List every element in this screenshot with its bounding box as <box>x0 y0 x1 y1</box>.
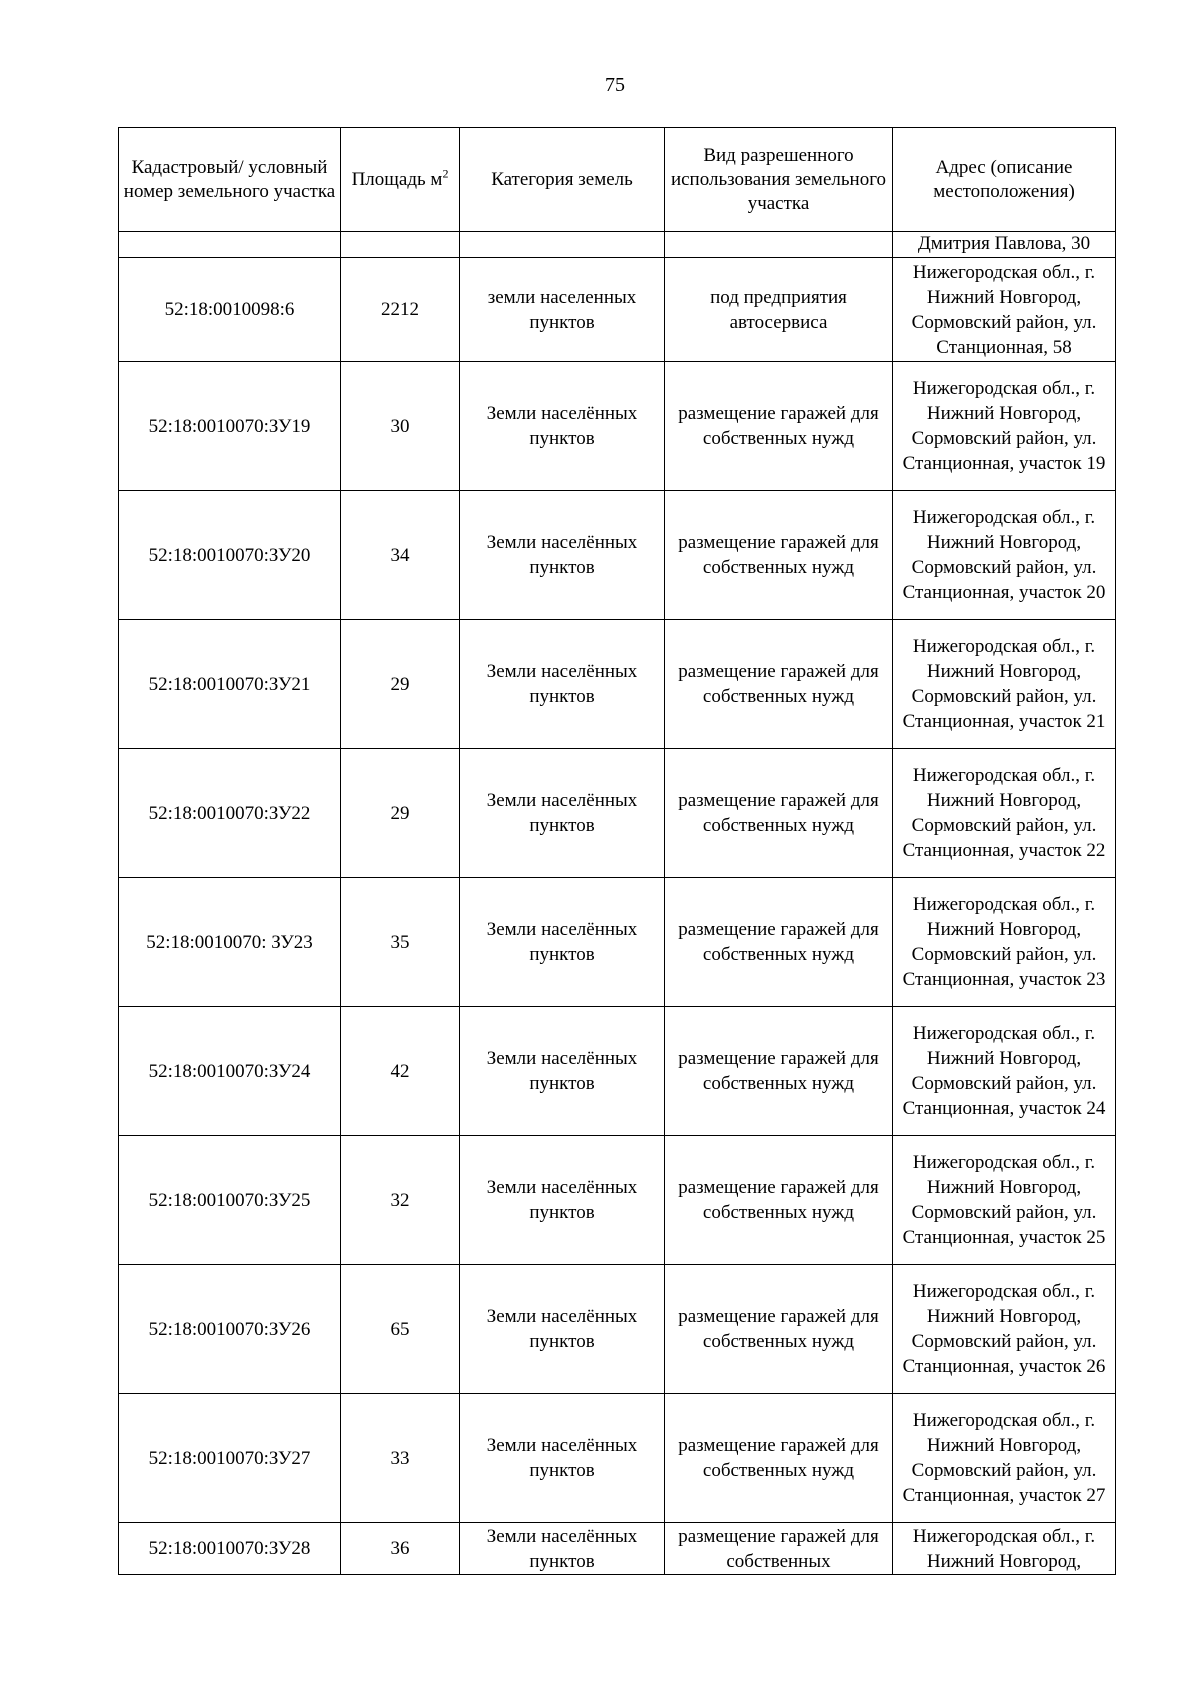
use-cell: размещение гаражей для собственных нужд <box>665 878 893 1007</box>
table-row <box>119 1007 1116 1136</box>
cadastral-cell: 52:18:0010070:ЗУ25 <box>119 1136 341 1265</box>
use-cell: размещение гаражей для собственных нужд <box>665 1007 893 1136</box>
address-cell: Нижегородская обл., г. Нижний Новгород, Сормовский район, ул. Станционная, участок 26 <box>893 1265 1116 1394</box>
cadastral-cell: 52:18:0010070:ЗУ19 <box>119 362 341 491</box>
header-category: Категория земель <box>460 128 665 232</box>
cadastral-cell: 52:18:0010070:ЗУ22 <box>119 749 341 878</box>
area-cell: 35 <box>341 878 460 1007</box>
table-row <box>119 491 1116 620</box>
area-cell: 32 <box>341 1136 460 1265</box>
use-cell: размещение гаражей для собственных нужд <box>665 1394 893 1523</box>
table-row <box>119 1265 1116 1394</box>
cadastral-cell: 52:18:0010070:ЗУ20 <box>119 491 341 620</box>
header-use: Вид разрешенного использования земельного участка <box>665 128 893 232</box>
cadastral-cell: 52:18:0010070:ЗУ21 <box>119 620 341 749</box>
table-row <box>119 1136 1116 1265</box>
table-row <box>119 258 1116 362</box>
use-cell: размещение гаражей для собственных нужд <box>665 1136 893 1265</box>
table-cell <box>665 232 893 258</box>
cadastral-cell: 52:18:0010070:ЗУ24 <box>119 1007 341 1136</box>
use-cell: размещение гаражей для собственных нужд <box>665 1265 893 1394</box>
table-cell <box>460 232 665 258</box>
table-row <box>119 749 1116 878</box>
table-row <box>119 878 1116 1007</box>
address-cell: Нижегородская обл., г. Нижний Новгород, Сормовский район, ул. Станционная, участок 25 <box>893 1136 1116 1265</box>
address-cell: Нижегородская обл., г. Нижний Новгород, Сормовский район, ул. Станционная, участок 27 <box>893 1394 1116 1523</box>
table-row <box>119 1394 1116 1523</box>
address-cell: Нижегородская обл., г. Нижний Новгород, Сормовский район, ул. Станционная, участок 19 <box>893 362 1116 491</box>
cadastral-cell: 52:18:0010070:ЗУ26 <box>119 1265 341 1394</box>
area-cell: 36 <box>341 1523 460 1575</box>
category-cell: Земли населённых пунктов <box>460 749 665 878</box>
category-cell: Земли населённых пунктов <box>460 491 665 620</box>
continuation-row <box>119 232 1116 258</box>
category-cell: Земли населённых пунктов <box>460 1394 665 1523</box>
land-plots-table <box>118 127 1116 1575</box>
table-header-row <box>119 128 1116 232</box>
address-cell: Нижегородская обл., г. Нижний Новгород, <box>893 1523 1116 1575</box>
table-cell <box>341 232 460 258</box>
use-cell: под предприятия автосервиса <box>665 258 893 362</box>
use-cell: размещение гаражей для собственных нужд <box>665 620 893 749</box>
cadastral-cell: 52:18:0010070:ЗУ27 <box>119 1394 341 1523</box>
category-cell: Земли населённых пунктов <box>460 1136 665 1265</box>
table-row <box>119 1523 1116 1575</box>
header-area-sup: 2 <box>442 166 449 181</box>
table-row <box>119 362 1116 491</box>
header-area <box>341 128 460 232</box>
address-cell: Нижегородская обл., г. Нижний Новгород, Сормовский район, ул. Станционная, участок 24 <box>893 1007 1116 1136</box>
category-cell: земли населенных пунктов <box>460 258 665 362</box>
area-cell: 65 <box>341 1265 460 1394</box>
header-area-label: Площадь м <box>351 168 443 190</box>
area-cell: 29 <box>341 620 460 749</box>
cadastral-cell: 52:18:0010098:6 <box>119 258 341 362</box>
header-address: Адрес (описание местоположения) <box>893 128 1116 232</box>
address-cell: Дмитрия Павлова, 30 <box>893 232 1116 258</box>
area-cell: 33 <box>341 1394 460 1523</box>
address-cell: Нижегородская обл., г. Нижний Новгород, Сормовский район, ул. Станционная, 58 <box>893 258 1116 362</box>
table-cell <box>119 232 341 258</box>
area-cell: 29 <box>341 749 460 878</box>
table-row <box>119 620 1116 749</box>
address-cell: Нижегородская обл., г. Нижний Новгород, Сормовский район, ул. Станционная, участок 22 <box>893 749 1116 878</box>
address-cell: Нижегородская обл., г. Нижний Новгород, Сормовский район, ул. Станционная, участок 20 <box>893 491 1116 620</box>
use-cell: размещение гаражей для собственных нужд <box>665 362 893 491</box>
category-cell: Земли населённых пунктов <box>460 362 665 491</box>
cadastral-cell: 52:18:0010070: ЗУ23 <box>119 878 341 1007</box>
category-cell: Земли населённых пунктов <box>460 1265 665 1394</box>
use-cell: размещение гаражей для собственных нужд <box>665 749 893 878</box>
address-cell: Нижегородская обл., г. Нижний Новгород, Сормовский район, ул. Станционная, участок 23 <box>893 878 1116 1007</box>
area-cell: 42 <box>341 1007 460 1136</box>
area-cell: 34 <box>341 491 460 620</box>
header-cadastral: Кадастровый/ условный номер земельного участка <box>119 128 341 232</box>
address-cell: Нижегородская обл., г. Нижний Новгород, Сормовский район, ул. Станционная, участок 21 <box>893 620 1116 749</box>
category-cell: Земли населённых пунктов <box>460 620 665 749</box>
area-cell: 30 <box>341 362 460 491</box>
cadastral-cell: 52:18:0010070:ЗУ28 <box>119 1523 341 1575</box>
page-number: 75 <box>605 74 625 96</box>
use-cell: размещение гаражей для собственных нужд <box>665 491 893 620</box>
area-cell: 2212 <box>341 258 460 362</box>
category-cell: Земли населённых пунктов <box>460 1007 665 1136</box>
category-cell: Земли населённых пунктов <box>460 878 665 1007</box>
use-cell: размещение гаражей для собственных <box>665 1523 893 1575</box>
category-cell: Земли населённых пунктов <box>460 1523 665 1575</box>
